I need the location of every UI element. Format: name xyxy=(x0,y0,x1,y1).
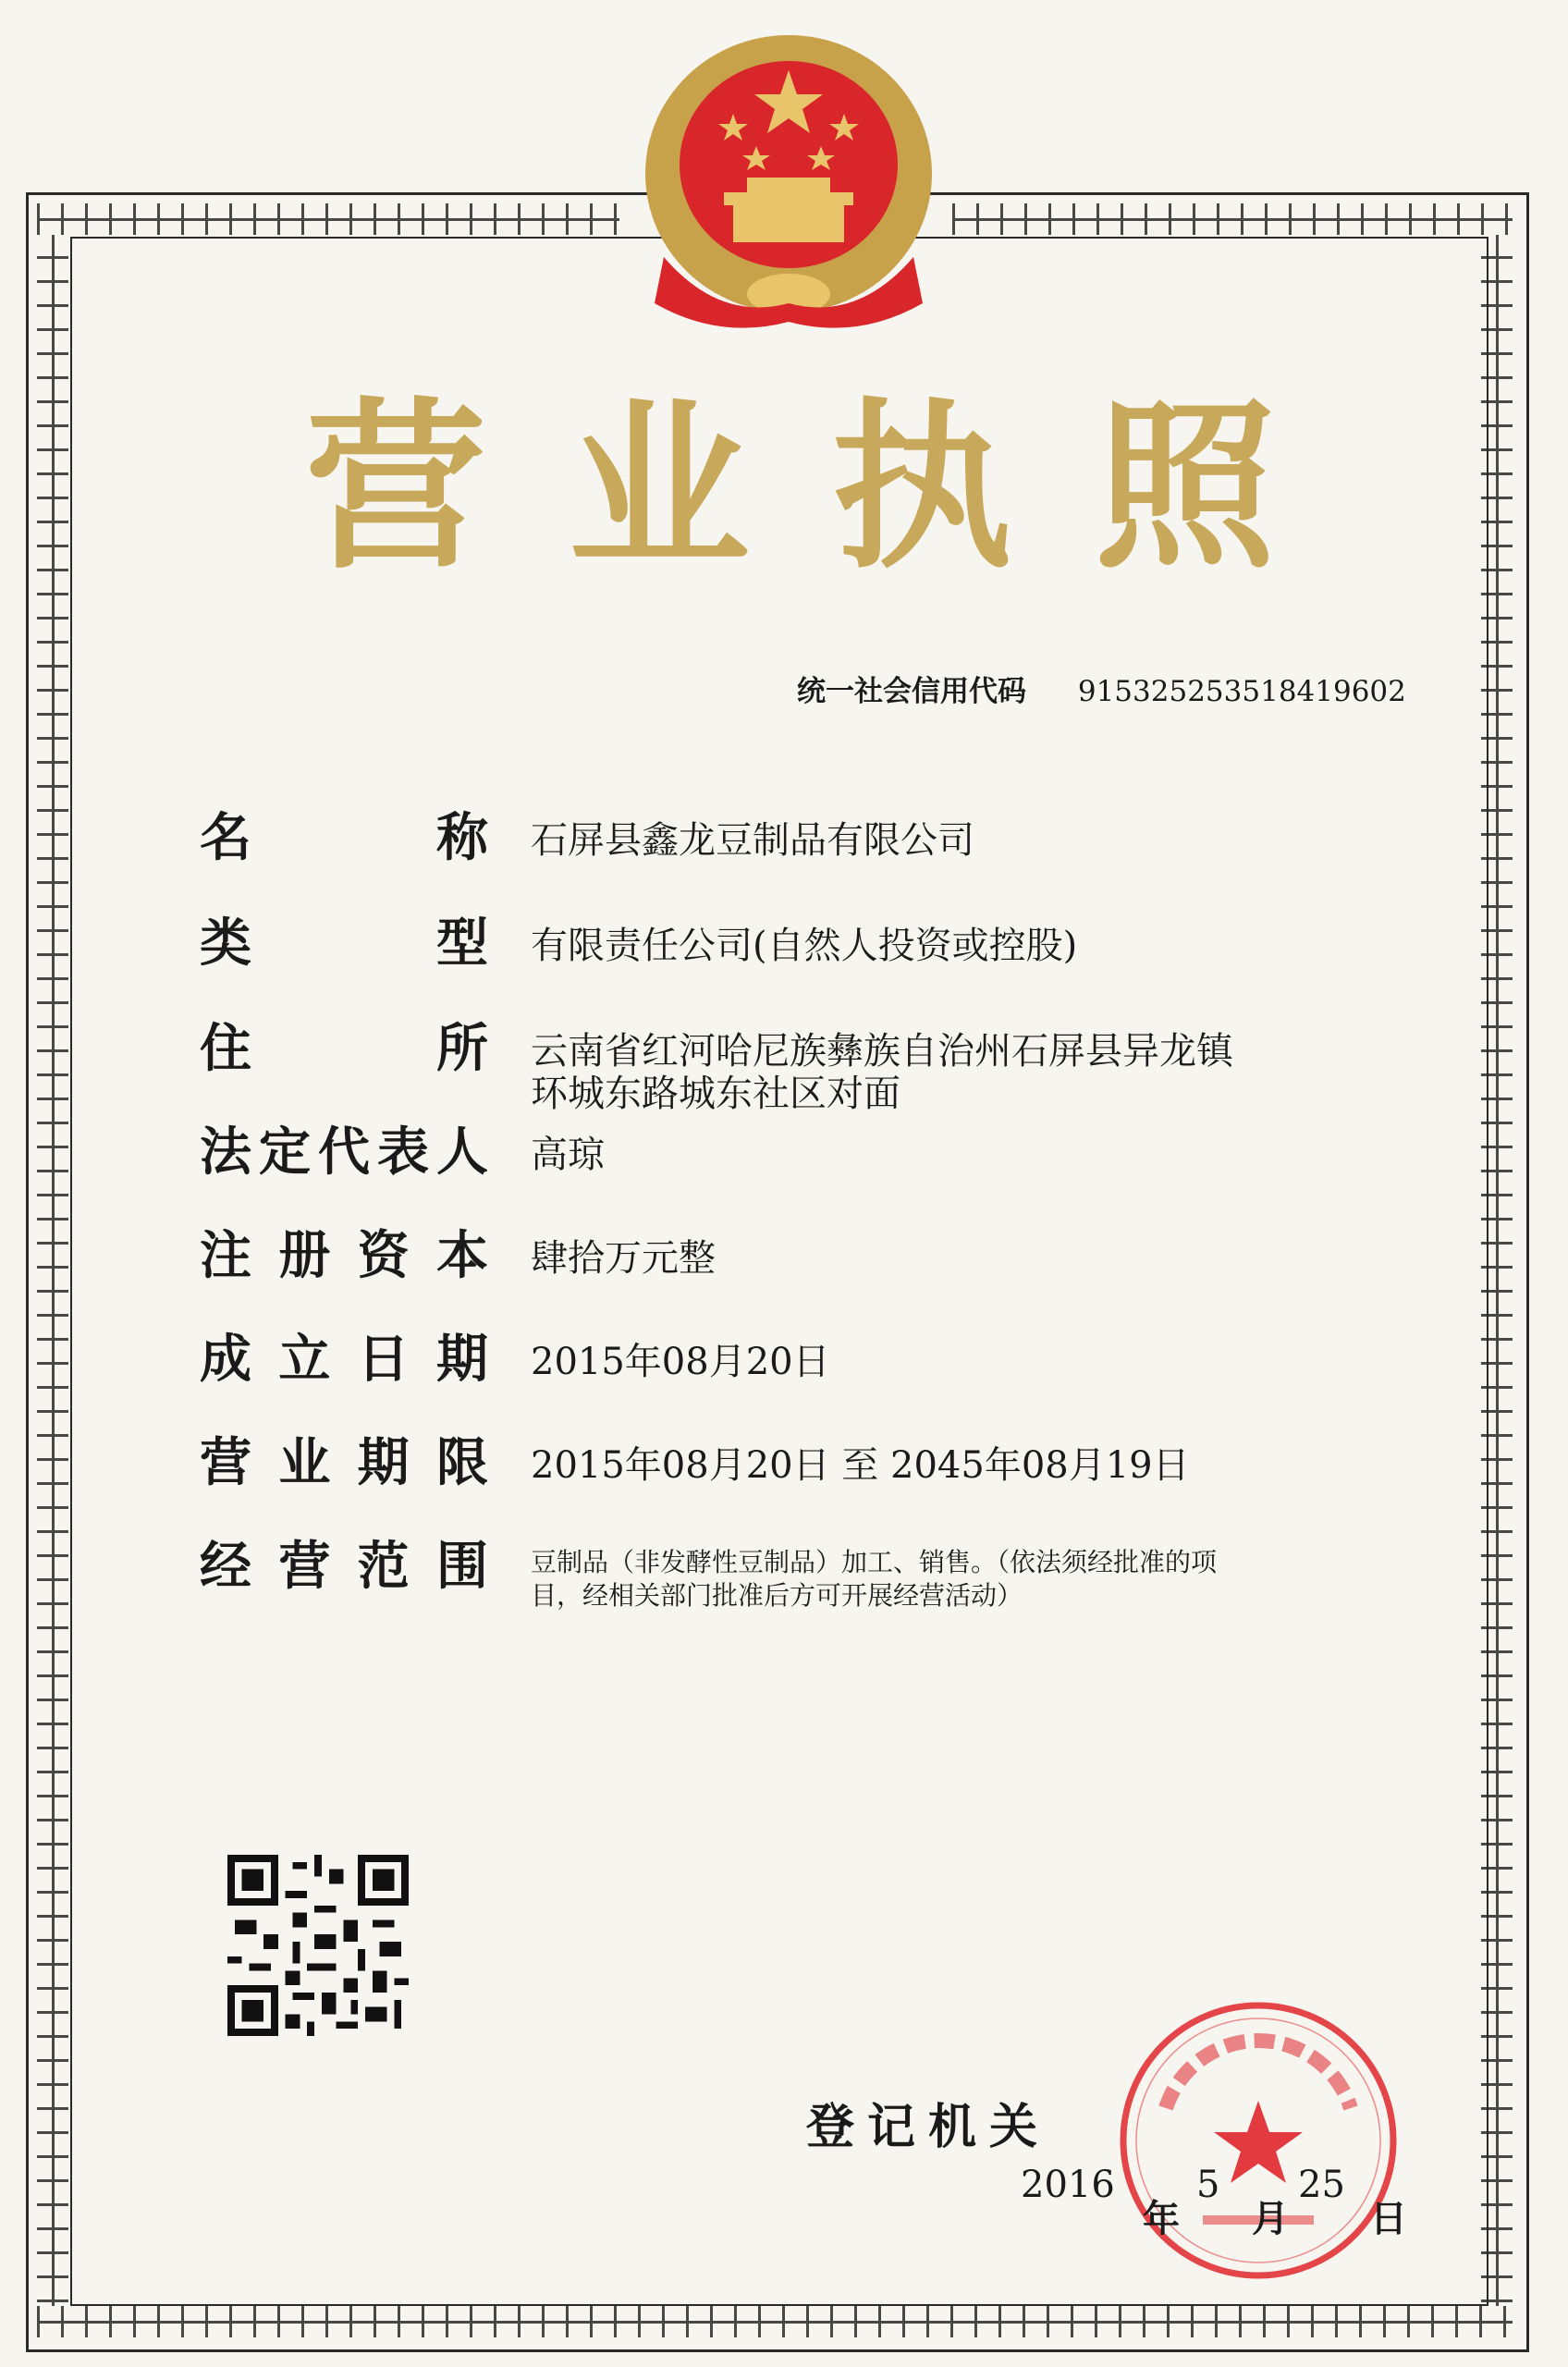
business-term-value: 2015年08月20日 至 2045年08月19日 xyxy=(531,1444,1190,1487)
registration-authority-label: 登记机关 xyxy=(806,2100,1051,2155)
capital-value: 肆拾万元整 xyxy=(531,1237,716,1280)
fret-border-bottom xyxy=(37,2306,1513,2337)
credit-code-label: 统一社会信用代码 xyxy=(797,675,1026,708)
address-line: 云南省红河哈尼族彝族自治州石屏县异龙镇 xyxy=(531,1030,1233,1073)
field-label: 名 称 xyxy=(200,808,488,868)
title-char: 照 xyxy=(1094,383,1276,594)
field-type xyxy=(200,915,1402,973)
field-label: 法 定 代 表 人 xyxy=(200,1122,488,1183)
credit-code-value: 915325253518419602 xyxy=(1077,675,1406,708)
issue-date-day-unit: 日 xyxy=(1370,2198,1407,2240)
business-scope-value xyxy=(531,1539,1344,1613)
field-label: 注 册 资 本 xyxy=(200,1226,488,1286)
field-legal-rep xyxy=(200,1124,1402,1182)
issue-date-month: 5 xyxy=(1196,2164,1220,2206)
field-capital xyxy=(200,1228,1402,1285)
title-char: 业 xyxy=(568,383,750,594)
national-emblem-icon xyxy=(636,26,941,340)
title-char: 执 xyxy=(831,383,1013,594)
field-label: 住 所 xyxy=(200,1019,488,1079)
field-scope xyxy=(200,1539,1402,1613)
qr-code-icon[interactable] xyxy=(227,1855,409,2036)
field-established xyxy=(200,1331,1402,1389)
title-char: 营 xyxy=(305,383,487,594)
certificate-title xyxy=(305,383,1276,594)
issue-date-month-unit: 月 xyxy=(1252,2198,1289,2240)
issue-date-day: 25 xyxy=(1298,2164,1345,2206)
address-value xyxy=(531,1021,1233,1115)
address-line: 环城东路城东社区对面 xyxy=(531,1073,900,1115)
scope-line: 豆制品（非发酵性豆制品）加工、销售。（依法须经批准的项 xyxy=(531,1547,1218,1577)
company-name-value: 石屏县鑫龙豆制品有限公司 xyxy=(531,819,974,862)
fret-border-top-left xyxy=(37,203,619,235)
fret-border-left xyxy=(37,235,68,2306)
issue-date-year: 2016 xyxy=(1021,2164,1115,2206)
scope-line: 目，经相关部门批准后方可开展经营活动） xyxy=(531,1580,1023,1612)
field-name xyxy=(200,810,1402,867)
established-date-value: 2015年08月20日 xyxy=(531,1341,830,1383)
field-address xyxy=(200,1021,1402,1115)
credit-code-row xyxy=(797,668,1406,709)
field-label: 营 业 期 限 xyxy=(200,1433,488,1493)
company-type-value: 有限责任公司(自然人投资或控股) xyxy=(531,925,1078,967)
field-term xyxy=(200,1435,1402,1492)
field-label: 经 营 范 围 xyxy=(200,1537,488,1597)
fret-border-top-right xyxy=(952,203,1513,235)
field-label: 成 立 日 期 xyxy=(200,1330,488,1390)
field-label: 类 型 xyxy=(200,914,488,974)
legal-rep-value: 高琼 xyxy=(531,1134,605,1176)
issue-date-year-unit: 年 xyxy=(1143,2198,1180,2240)
